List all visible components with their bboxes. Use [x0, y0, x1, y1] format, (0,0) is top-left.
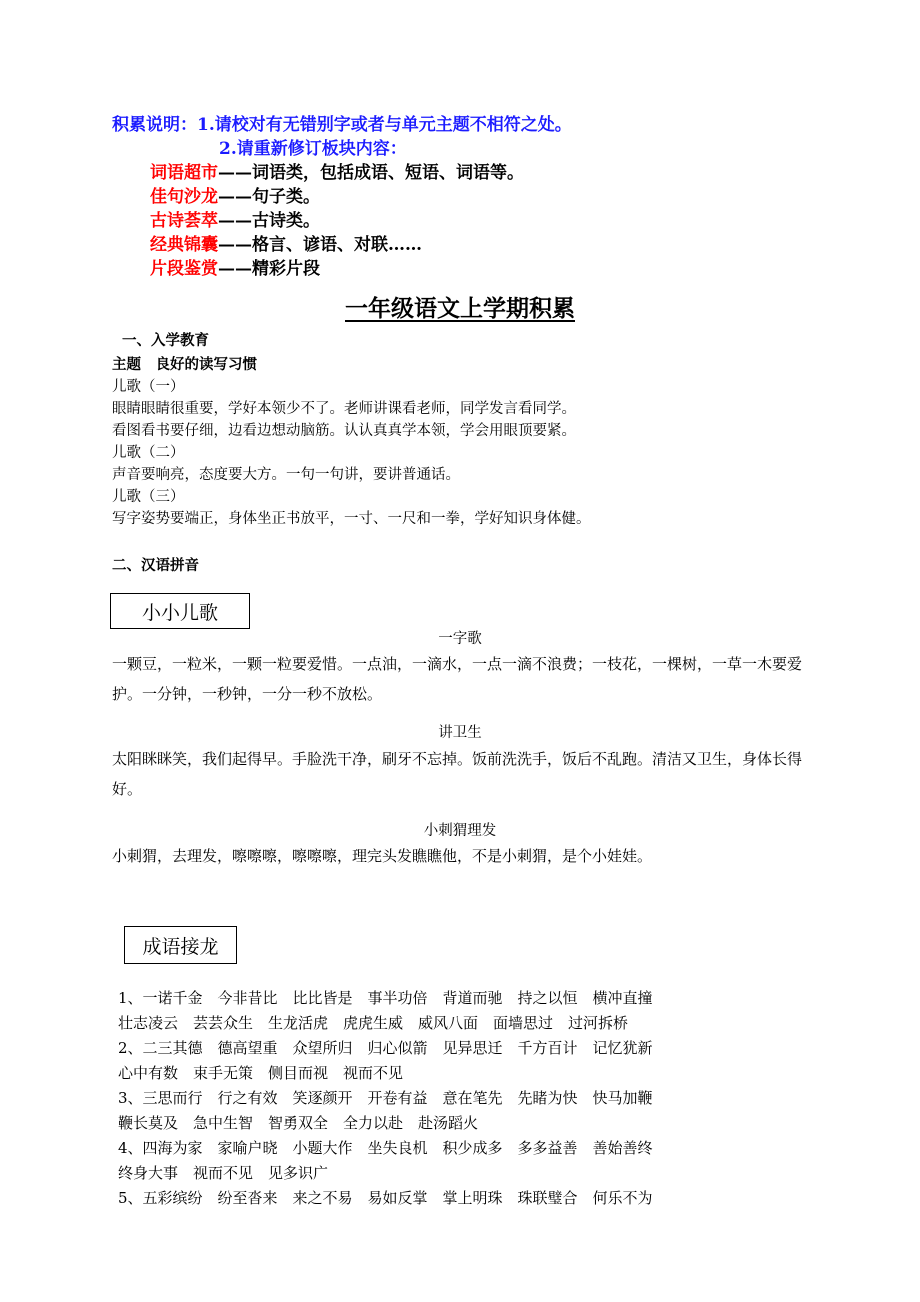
box-idiom-chain-label: 成语接龙 [142, 935, 219, 958]
rhyme-1-title: 儿歌（一） [112, 379, 185, 395]
section-desc: ——词语类，包括成语、短语、词语等。 [218, 163, 524, 183]
song-3-text: 小刺猬，去理发，嚓嚓嚓，嚓嚓嚓，理完头发瞧瞧他，不是小刺猬，是个小娃娃。 [112, 847, 653, 865]
part1-heading: 一、入学教育 [122, 332, 209, 349]
part2-heading: 二、汉语拼音 [112, 557, 199, 574]
idiom-line: 壮志凌云 芸芸众生 生龙活虎 虎虎生威 威风八面 面墙思过 过河拆桥 [118, 1014, 629, 1032]
song-2-text: 太阳眯眯笑，我们起得早。手脸洗干净，刷牙不忘掉。饭前洗洗手，饭后不乱跑。清洁又卫生，身体长得好。 [112, 750, 803, 798]
note-section-2 [150, 185, 320, 209]
box-little-songs [110, 593, 250, 629]
section-name: 佳句沙龙 [150, 187, 218, 207]
rhyme-1-line-2: 看图看书要仔细，边看边想动脑筋。认认真真学本领，学会用眼顶要紧。 [112, 423, 576, 439]
rhyme-3-title: 儿歌（三） [112, 489, 185, 505]
section-desc: ——精彩片段 [218, 259, 320, 279]
document-title [0, 290, 920, 323]
note-item-2: 2.请重新修订板块内容： [219, 139, 407, 159]
note-section-1 [150, 161, 524, 185]
section-name: 古诗荟萃 [150, 211, 218, 231]
song-2-title: 讲卫生 [438, 725, 482, 741]
note-line-1 [112, 113, 572, 137]
section-name: 经典锦囊 [150, 235, 218, 255]
document-title-text: 一年级语文上学期积累 [345, 295, 575, 322]
note-item-1: 1.请校对有无错别字或者与单元主题不相符之处。 [197, 115, 572, 135]
note-section-5 [150, 257, 320, 281]
song-3-title: 小刺猬理发 [423, 823, 497, 839]
note-section-3 [150, 209, 320, 233]
box-idiom-chain [124, 926, 237, 964]
part1-theme: 主题 良好的读写习惯 [112, 356, 257, 373]
section-desc: ——古诗类。 [218, 211, 320, 231]
idiom-line: 2、二三其德 德高望重 众望所归 归心似箭 见异思迁 千方百计 记忆犹新 [118, 1039, 653, 1057]
section-name: 词语超市 [150, 163, 218, 183]
song-1-title: 一字歌 [438, 631, 482, 647]
idiom-line: 鞭长莫及 急中生智 智勇双全 全力以赴 赴汤蹈火 [118, 1114, 479, 1132]
section-desc: ——句子类。 [218, 187, 320, 207]
rhyme-1-line-1: 眼睛眼睛很重要，学好本领少不了。老师讲课看老师，同学发言看同学。 [112, 401, 576, 417]
rhyme-2-title: 儿歌（二） [112, 445, 185, 461]
note-label: 积累说明： [112, 115, 197, 135]
box-little-songs-label: 小小儿歌 [141, 601, 218, 624]
idiom-line: 心中有数 束手无策 侧目而视 视而不见 [118, 1064, 404, 1082]
note-section-4 [150, 233, 422, 257]
idiom-line: 3、三思而行 行之有效 笑逐颜开 开卷有益 意在笔先 先睹为快 快马加鞭 [118, 1089, 653, 1107]
section-name: 片段鉴赏 [150, 259, 218, 279]
idiom-line: 终身大事 视而不见 见多识广 [118, 1164, 329, 1182]
idiom-line: 4、四海为家 家喻户晓 小题大作 坐失良机 积少成多 多多益善 善始善终 [118, 1139, 653, 1157]
idiom-line: 5、五彩缤纷 纷至沓来 来之不易 易如反掌 掌上明珠 珠联璧合 何乐不为 [118, 1189, 653, 1207]
rhyme-2-line: 声音要响亮，态度要大方。一句一句讲，要讲普通话。 [112, 467, 460, 483]
section-desc: ——格言、谚语、对联…… [218, 235, 422, 255]
idiom-line: 1、一诺千金 今非昔比 比比皆是 事半功倍 背道而驰 持之以恒 横冲直撞 [118, 989, 653, 1007]
rhyme-3-line: 写字姿势要端正，身体坐正书放平，一寸、一尺和一拳，学好知识身体健。 [112, 511, 591, 527]
song-1-text: 一颗豆，一粒米，一颗一粒要爱惜。一点油，一滴水，一点一滴不浪费；一枝花，一棵树，一草一木要爱护。一分钟，一秒钟，一分一秒不放松。 [112, 655, 803, 703]
